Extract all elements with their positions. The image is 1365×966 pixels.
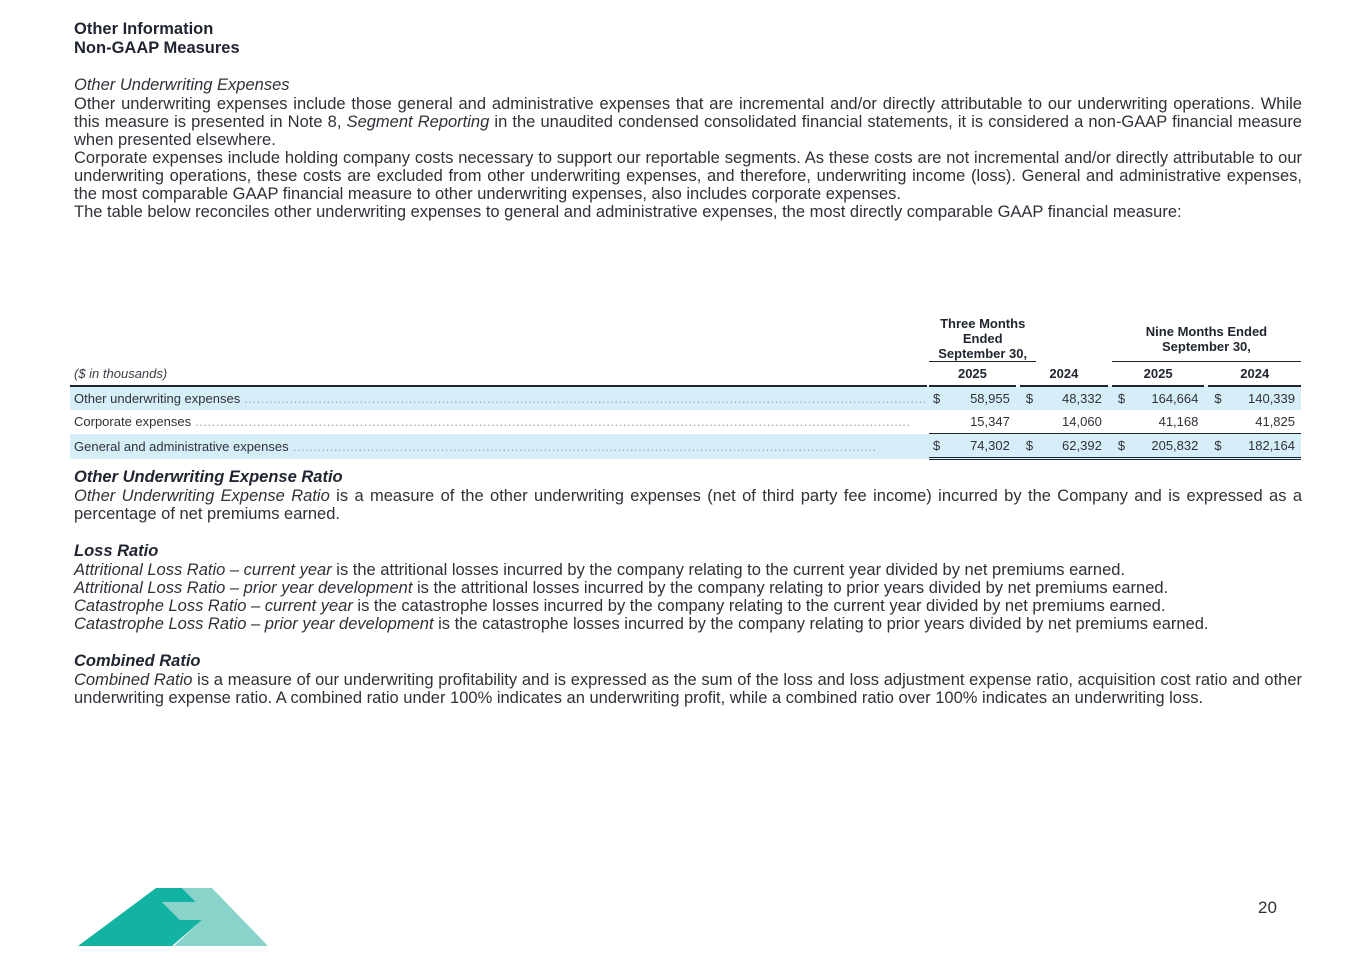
cell-value: 164,664 bbox=[1128, 386, 1204, 410]
table-row bbox=[70, 410, 1301, 434]
table-row bbox=[70, 386, 1301, 410]
cell-value: 182,164 bbox=[1225, 434, 1301, 459]
paragraph-table-intro: The table below reconciles other underwriting expenses to general and administrative expenses, the most directly comparable GAAP financial measure: bbox=[74, 203, 1182, 221]
loss-ratio-definition: Catastrophe Loss Ratio – current year is the catastrophe losses incurred by the company relating to the current year divided by net premiums earned. bbox=[74, 597, 1166, 615]
currency-symbol: $ bbox=[1016, 434, 1037, 459]
year-header: 2024 bbox=[1020, 362, 1108, 387]
combined-ratio-heading: Combined Ratio bbox=[74, 652, 201, 670]
cell-value: 140,339 bbox=[1225, 386, 1301, 410]
currency-symbol: $ bbox=[1108, 386, 1129, 410]
currency-symbol: $ bbox=[1204, 434, 1225, 459]
year-header: 2025 bbox=[1112, 362, 1204, 387]
three-months-header: Three Months Ended September 30, bbox=[929, 316, 1036, 362]
row-label: Corporate expenses .............................................................................................................................................................................. bbox=[74, 414, 911, 430]
expense-ratio-definition: Other Underwriting Expense Ratio is a measure of the other underwriting expenses (net of third party fee income) incurred by the Company and is expressed as a percentage of net premiums earned. bbox=[74, 487, 1302, 523]
page-content bbox=[74, 20, 1302, 221]
table-row bbox=[70, 434, 1301, 459]
cell-value: 41,825 bbox=[1255, 414, 1295, 429]
cell-value: 62,392 bbox=[1036, 434, 1107, 459]
currency-symbol: $ bbox=[929, 434, 944, 459]
table-group-header-row bbox=[70, 316, 1301, 362]
loss-ratio-definition: Attritional Loss Ratio – prior year development is the attritional losses incurred by the company relating to prior years divided by net premiums earned. bbox=[74, 579, 1169, 597]
logo-mark-icon bbox=[76, 886, 270, 948]
row-label: Other underwriting expenses ...................................................................................................................................................................... bbox=[70, 386, 927, 410]
nine-months-header: Nine Months Ended September 30, bbox=[1112, 316, 1301, 362]
reconciliation-table bbox=[70, 316, 1301, 460]
currency-symbol: $ bbox=[1016, 386, 1037, 410]
section-subtitle: Non-GAAP Measures bbox=[74, 39, 240, 57]
page-number: 20 bbox=[1258, 898, 1277, 917]
definitions-section bbox=[74, 468, 1302, 707]
cell-value: 74,302 bbox=[944, 434, 1016, 459]
cell-value: 58,955 bbox=[944, 386, 1016, 410]
currency-symbol: $ bbox=[929, 386, 944, 410]
loss-ratio-definition: Catastrophe Loss Ratio – prior year development is the catastrophe losses incurred by the company relating to prior years divided by net premiums earned. bbox=[74, 615, 1209, 633]
combined-ratio-definition: Combined Ratio is a measure of our underwriting profitability and is expressed as the sum of the loss and loss adjustment expense ratio, acquisition cost ratio and other underwriting expense ratio. A combined ratio under 100% indicates an underwriting profit, while a combined ratio over 100% indicates an underwriting loss. bbox=[74, 671, 1303, 707]
company-logo bbox=[76, 886, 270, 953]
row-label: General and administrative expenses .............................................................................................................................................. bbox=[70, 434, 927, 459]
table-year-header-row bbox=[70, 362, 1301, 387]
loss-ratio-definition: Attritional Loss Ratio – current year is the attritional losses incurred by the company relating to the current year divided by net premiums earned. bbox=[74, 561, 1126, 579]
loss-ratio-heading: Loss Ratio bbox=[74, 542, 159, 560]
cell-value: 205,832 bbox=[1128, 434, 1204, 459]
expense-ratio-heading: Other Underwriting Expense Ratio bbox=[74, 468, 343, 486]
currency-symbol: $ bbox=[1108, 434, 1129, 459]
cell-value: 15,347 bbox=[970, 414, 1010, 429]
units-label: ($ in thousands) bbox=[70, 362, 927, 387]
cell-value: 48,332 bbox=[1036, 386, 1107, 410]
currency-symbol: $ bbox=[1204, 386, 1225, 410]
section-title: Other Information bbox=[74, 20, 214, 38]
cell-value: 14,060 bbox=[1062, 414, 1102, 429]
year-header: 2024 bbox=[1208, 362, 1301, 387]
year-header: 2025 bbox=[929, 362, 1016, 387]
cell-value: 41,168 bbox=[1158, 414, 1199, 429]
paragraph-definition: Other underwriting expenses include those general and administrative expenses that are incremental and/or directly attributable to our underwriting operations. While this measure is presented in Note 8, Segment Reporting in the unaudited condensed consolidated financial statements, it is considered a non-GAAP financial measure when presented elsewhere. bbox=[74, 95, 1302, 149]
paragraph-corporate-expenses: Corporate expenses include holding company costs necessary to support our reportable segments. As these costs are not incremental and/or directly attributable to our underwriting operations, these costs are excluded from other underwriting expenses, and therefore, underwriting income (loss). General and administrative expenses, the most comparable GAAP financial measure to other underwriting expenses, also includes corporate expenses. bbox=[74, 149, 1302, 203]
other-underwriting-expenses-heading: Other Underwriting Expenses bbox=[74, 76, 290, 94]
